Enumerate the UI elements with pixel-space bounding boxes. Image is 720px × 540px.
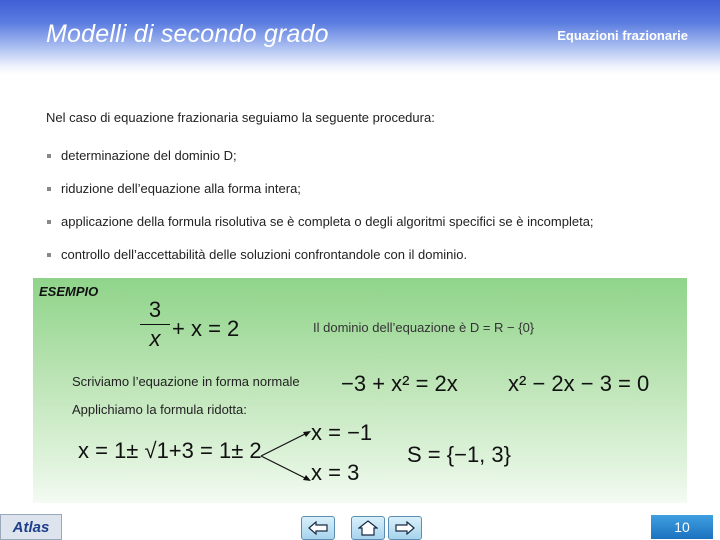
root-two: x = 3	[311, 460, 360, 485]
standard-form-equation: x² − 2x − 3 = 0	[508, 371, 650, 396]
domain-statement: Il dominio dell’equazione è D = R − {0}	[313, 320, 535, 335]
list-item-text: determinazione del dominio D;	[61, 148, 237, 163]
slide-topic: Equazioni frazionarie	[557, 28, 688, 43]
root-one: x = −1	[311, 420, 373, 445]
header-bar	[0, 0, 720, 75]
list-item-text: controllo dell’accettabilità delle soluzioni confrontandole con il dominio.	[61, 247, 468, 262]
bullet-icon	[47, 220, 51, 224]
equation-rest: + x = 2	[172, 316, 240, 341]
page-number-badge: 10	[651, 515, 713, 539]
procedure-list	[46, 148, 594, 280]
intro-text: Nel caso di equazione frazionaria seguiamo la seguente procedura:	[46, 110, 435, 125]
fraction-denominator: x	[149, 326, 161, 351]
slide-title: Modelli di secondo grado	[46, 20, 329, 48]
branch-arrows-icon	[259, 426, 313, 486]
list-item-text: riduzione dell’equazione alla forma intera;	[61, 181, 301, 196]
example-box	[33, 278, 687, 503]
publisher-logo: Atlas	[0, 514, 62, 540]
bullet-icon	[47, 154, 51, 158]
example-label: ESEMPIO	[39, 284, 99, 299]
next-slide-button[interactable]	[388, 516, 422, 540]
bullet-icon	[47, 187, 51, 191]
fraction-numerator: 3	[148, 297, 162, 322]
list-item	[46, 181, 594, 214]
rewritten-equation: −3 + x² = 2x	[341, 371, 458, 396]
list-item	[46, 148, 594, 181]
list-item	[46, 247, 594, 280]
reduced-formula: x = 1± √1+3 = 1± 2	[78, 438, 262, 463]
home-button[interactable]	[351, 516, 385, 540]
fraction-bar	[140, 324, 170, 325]
fraction-term	[140, 299, 170, 350]
list-item	[46, 214, 594, 247]
home-icon	[358, 520, 378, 536]
rewrite-instruction: Scriviamo l’equazione in forma normale	[72, 374, 300, 389]
arrow-right-icon	[395, 521, 415, 535]
apply-formula-instruction: Applichiamo la formula ridotta:	[72, 402, 247, 417]
arrow-left-icon	[308, 521, 328, 535]
list-item-text: applicazione della formula risolutiva se è completa o degli algoritmi specifici se è incompleta;	[61, 214, 594, 229]
solution-set: S = {−1, 3}	[407, 442, 511, 467]
previous-slide-button[interactable]	[301, 516, 335, 540]
bullet-icon	[47, 253, 51, 257]
